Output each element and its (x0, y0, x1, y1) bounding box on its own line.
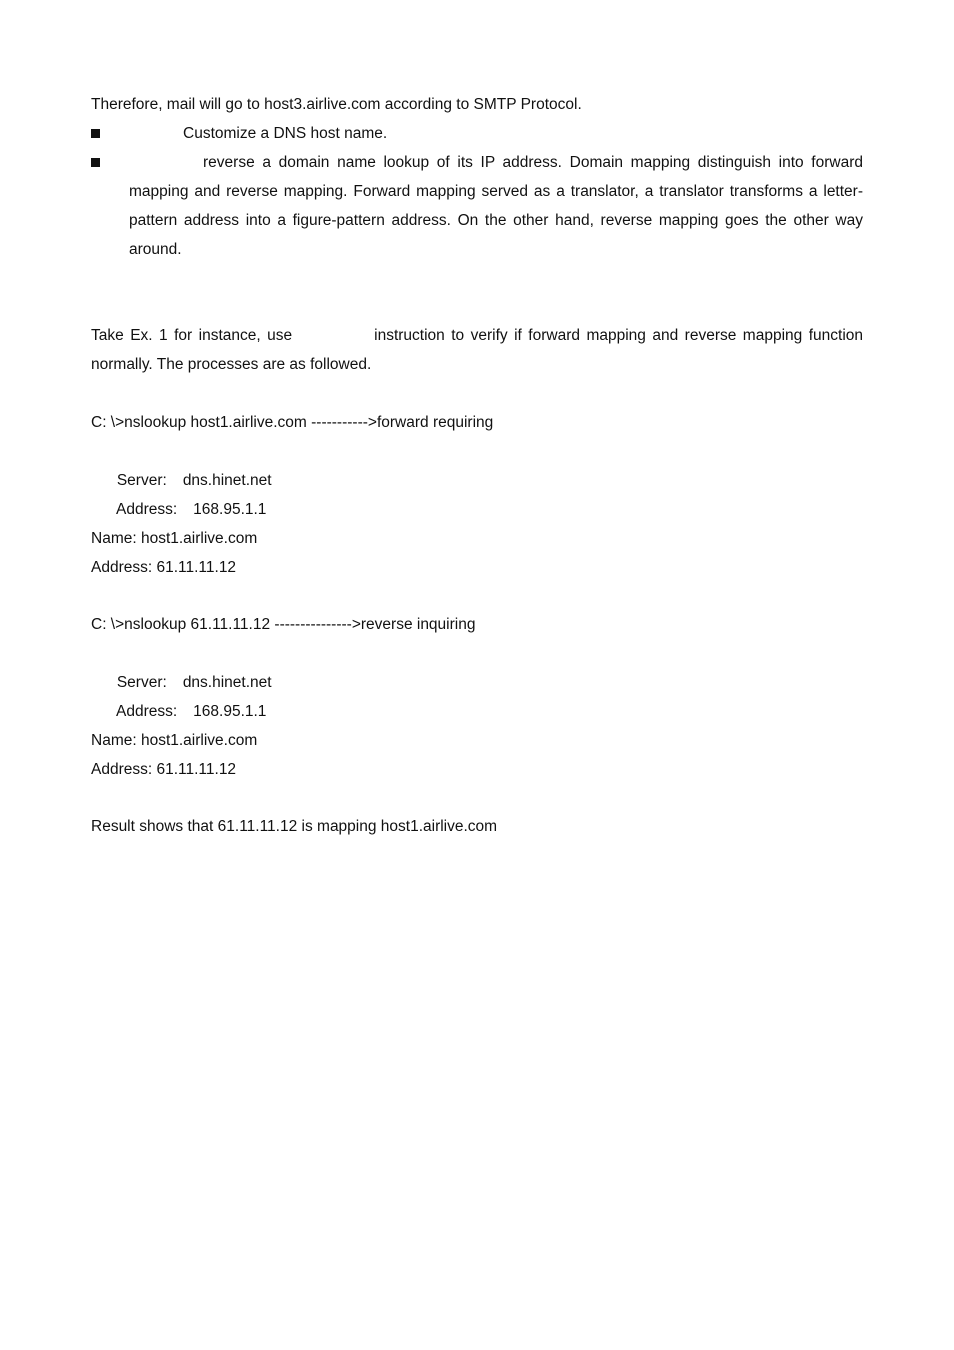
reverse-name-line: Name: host1.airlive.com (91, 732, 258, 749)
square-bullet-icon (91, 158, 100, 167)
instance-text-before: Take Ex. 1 for instance, use (91, 327, 293, 344)
forward-server-line (91, 437, 863, 489)
reverse-server-line (91, 639, 863, 691)
bullet-list (91, 119, 863, 264)
forward-lookup-block (91, 408, 863, 582)
intro-paragraph (91, 90, 863, 119)
bullet-text: Customize a DNS host name. (183, 125, 388, 142)
reverse-lookup-block (91, 610, 863, 784)
reverse-command-line: C: \>nslookup 61.11.11.12 --------------->reverse inquiring (91, 616, 476, 633)
intro-line: Therefore, mail will go to host3.airlive.com according to SMTP Protocol. (91, 96, 582, 113)
forward-command-line: C: \>nslookup host1.airlive.com ----------->forward requiring (91, 414, 494, 431)
server-label: Server: (116, 472, 167, 489)
forward-name-line: Name: host1.airlive.com (91, 530, 258, 547)
address-label: Address: (115, 703, 178, 720)
forward-result-address-line: Address: 61.11.11.12 (91, 559, 237, 576)
address-label: Address: (115, 501, 178, 518)
instance-text-after: instruction to verify if forward mapping and reverse mapping function normally. The processes are as followed. (91, 327, 863, 373)
bullet-text: reverse a domain name lookup of its IP address. Domain mapping distinguish into forward mapping and reverse mapping. Forward mapping served as a translator, a translator transforms a letter-pattern address into a figure-pattern address. On the other hand, reverse mapping goes the other way around. (129, 154, 863, 258)
result-line: Result shows that 61.11.11.12 is mapping host1.airlive.com (91, 818, 498, 835)
square-bullet-icon (91, 129, 100, 138)
address-value: 168.95.1.1 (193, 501, 267, 518)
instance-paragraph (91, 321, 863, 379)
bullet-item-host-name (91, 119, 863, 148)
result-paragraph (91, 812, 863, 841)
reverse-result-address-line: Address: 61.11.11.12 (91, 761, 237, 778)
address-value: 168.95.1.1 (193, 703, 267, 720)
bullet-item-reverse-lookup (91, 148, 863, 264)
server-label: Server: (116, 674, 167, 691)
server-value: dns.hinet.net (182, 472, 272, 489)
server-value: dns.hinet.net (182, 674, 272, 691)
